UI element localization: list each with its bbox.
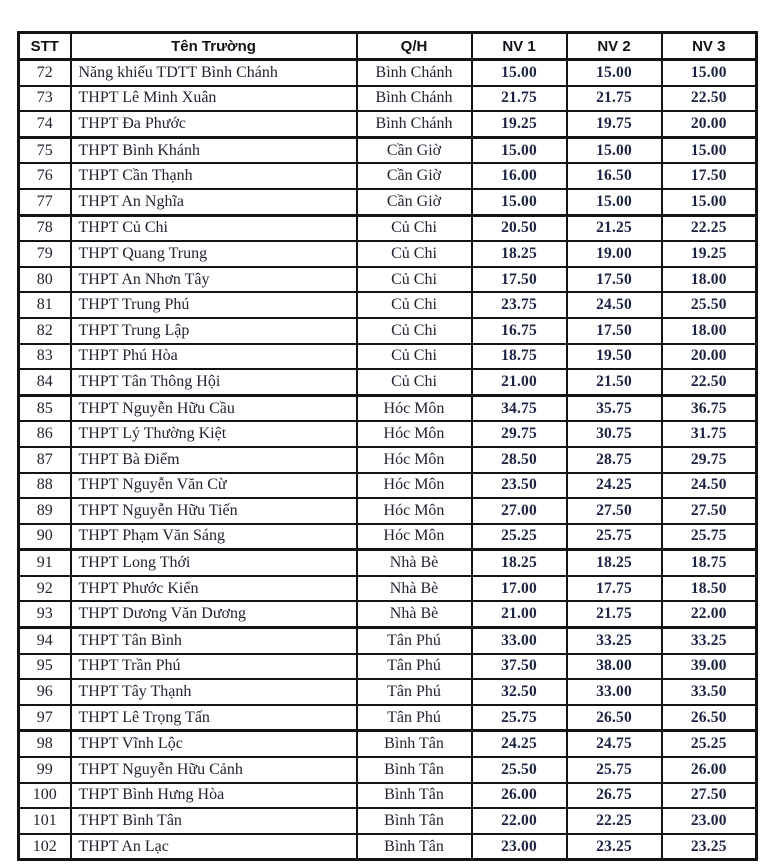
cell-school-name: THPT An Nhơn Tây — [71, 267, 357, 293]
table-row — [19, 163, 757, 189]
cell-school-name: THPT Tây Thạnh — [71, 679, 357, 705]
cell-score-nv2: 28.75 — [567, 447, 662, 473]
cell-score-nv3: 20.00 — [662, 111, 757, 137]
table-row — [19, 447, 757, 473]
cell-stt: 94 — [19, 628, 71, 654]
table-row — [19, 137, 757, 163]
cell-district: Hóc Môn — [357, 421, 472, 447]
cell-school-name: THPT Củ Chi — [71, 215, 357, 241]
cell-stt: 77 — [19, 189, 71, 215]
cell-stt: 73 — [19, 86, 71, 112]
cell-district: Tân Phú — [357, 705, 472, 731]
cell-stt: 76 — [19, 163, 71, 189]
cell-school-name: THPT Bà Điểm — [71, 447, 357, 473]
cell-school-name: THPT Trần Phú — [71, 654, 357, 680]
cell-score-nv3: 31.75 — [662, 421, 757, 447]
cell-district: Bình Tân — [357, 757, 472, 783]
cell-stt: 81 — [19, 292, 71, 318]
table-row — [19, 524, 757, 550]
cell-score-nv3: 15.00 — [662, 60, 757, 86]
cell-score-nv2: 23.25 — [567, 834, 662, 860]
table-row — [19, 241, 757, 267]
cell-score-nv2: 15.00 — [567, 189, 662, 215]
cell-stt: 95 — [19, 654, 71, 680]
cell-school-name: THPT Phước Kiển — [71, 576, 357, 602]
cell-score-nv2: 19.50 — [567, 344, 662, 370]
cell-score-nv2: 18.25 — [567, 550, 662, 576]
cell-school-name: THPT Quang Trung — [71, 241, 357, 267]
col-header-nv2: NV 2 — [567, 33, 662, 60]
cell-school-name: THPT Trung Phú — [71, 292, 357, 318]
cell-stt: 74 — [19, 111, 71, 137]
cell-score-nv2: 16.50 — [567, 163, 662, 189]
cell-score-nv2: 22.25 — [567, 808, 662, 834]
cell-stt: 91 — [19, 550, 71, 576]
cell-district: Củ Chi — [357, 215, 472, 241]
cell-school-name: THPT Vĩnh Lộc — [71, 731, 357, 757]
cell-school-name: THPT Lý Thường Kiệt — [71, 421, 357, 447]
cell-stt: 100 — [19, 783, 71, 809]
col-header-nv1: NV 1 — [472, 33, 567, 60]
cell-school-name: THPT Lê Minh Xuân — [71, 86, 357, 112]
cell-score-nv3: 20.00 — [662, 344, 757, 370]
cell-score-nv2: 38.00 — [567, 654, 662, 680]
cell-district: Bình Tân — [357, 731, 472, 757]
cell-district: Bình Tân — [357, 808, 472, 834]
cell-stt: 98 — [19, 731, 71, 757]
cell-score-nv1: 23.00 — [472, 834, 567, 860]
cell-school-name: THPT Cần Thạnh — [71, 163, 357, 189]
cell-district: Hóc Môn — [357, 473, 472, 499]
cell-stt: 86 — [19, 421, 71, 447]
cell-district: Nhà Bè — [357, 576, 472, 602]
cell-score-nv1: 26.00 — [472, 783, 567, 809]
cell-score-nv3: 26.00 — [662, 757, 757, 783]
table-row — [19, 473, 757, 499]
cell-stt: 85 — [19, 395, 71, 421]
cell-district: Củ Chi — [357, 241, 472, 267]
table-row — [19, 60, 757, 86]
cell-score-nv1: 21.00 — [472, 369, 567, 395]
cell-stt: 93 — [19, 601, 71, 627]
cell-school-name: THPT Nguyễn Hữu Cảnh — [71, 757, 357, 783]
cell-stt: 92 — [19, 576, 71, 602]
cell-score-nv2: 24.75 — [567, 731, 662, 757]
cell-district: Tân Phú — [357, 679, 472, 705]
cell-score-nv3: 29.75 — [662, 447, 757, 473]
cell-score-nv2: 17.50 — [567, 318, 662, 344]
cell-score-nv1: 17.00 — [472, 576, 567, 602]
cell-district: Cần Giờ — [357, 189, 472, 215]
cell-score-nv3: 27.50 — [662, 498, 757, 524]
cell-school-name: Năng khiếu TDTT Bình Chánh — [71, 60, 357, 86]
table-row — [19, 550, 757, 576]
cell-score-nv3: 39.00 — [662, 654, 757, 680]
cell-district: Nhà Bè — [357, 601, 472, 627]
cell-score-nv3: 22.25 — [662, 215, 757, 241]
table-row — [19, 808, 757, 834]
table-row — [19, 215, 757, 241]
table-row — [19, 654, 757, 680]
col-header-stt: STT — [19, 33, 71, 60]
cell-score-nv1: 18.75 — [472, 344, 567, 370]
cell-score-nv2: 26.75 — [567, 783, 662, 809]
cell-school-name: THPT Bình Tân — [71, 808, 357, 834]
cell-score-nv1: 28.50 — [472, 447, 567, 473]
table-row — [19, 679, 757, 705]
col-header-district: Q/H — [357, 33, 472, 60]
cell-district: Bình Chánh — [357, 60, 472, 86]
table-row — [19, 111, 757, 137]
cell-score-nv3: 26.50 — [662, 705, 757, 731]
cell-stt: 90 — [19, 524, 71, 550]
cell-district: Tân Phú — [357, 654, 472, 680]
cell-score-nv1: 20.50 — [472, 215, 567, 241]
cell-stt: 80 — [19, 267, 71, 293]
cell-school-name: THPT Long Thới — [71, 550, 357, 576]
table-row — [19, 757, 757, 783]
cell-score-nv2: 27.50 — [567, 498, 662, 524]
cell-score-nv2: 24.25 — [567, 473, 662, 499]
cell-score-nv3: 27.50 — [662, 783, 757, 809]
cell-score-nv1: 17.50 — [472, 267, 567, 293]
cell-school-name: THPT Tân Thông Hội — [71, 369, 357, 395]
cell-district: Hóc Môn — [357, 524, 472, 550]
table-row — [19, 86, 757, 112]
cell-district: Củ Chi — [357, 369, 472, 395]
cell-score-nv2: 33.00 — [567, 679, 662, 705]
cell-district: Nhà Bè — [357, 550, 472, 576]
table-row — [19, 498, 757, 524]
table-row — [19, 731, 757, 757]
cell-score-nv3: 18.75 — [662, 550, 757, 576]
cell-stt: 88 — [19, 473, 71, 499]
col-header-nv3: NV 3 — [662, 33, 757, 60]
table-row — [19, 576, 757, 602]
cell-district: Củ Chi — [357, 344, 472, 370]
cell-score-nv1: 21.75 — [472, 86, 567, 112]
cell-score-nv3: 36.75 — [662, 395, 757, 421]
cell-school-name: THPT Phạm Văn Sáng — [71, 524, 357, 550]
cell-score-nv1: 29.75 — [472, 421, 567, 447]
cell-score-nv1: 23.75 — [472, 292, 567, 318]
cell-score-nv3: 23.25 — [662, 834, 757, 860]
cell-score-nv2: 19.00 — [567, 241, 662, 267]
cell-district: Cần Giờ — [357, 137, 472, 163]
cell-score-nv2: 17.50 — [567, 267, 662, 293]
cell-district: Củ Chi — [357, 267, 472, 293]
header-row — [19, 33, 757, 60]
cell-score-nv3: 15.00 — [662, 137, 757, 163]
cell-score-nv1: 25.50 — [472, 757, 567, 783]
cell-stt: 84 — [19, 369, 71, 395]
cell-school-name: THPT Bình Khánh — [71, 137, 357, 163]
table-row — [19, 628, 757, 654]
cell-stt: 87 — [19, 447, 71, 473]
cell-school-name: THPT Trung Lập — [71, 318, 357, 344]
cell-score-nv1: 15.00 — [472, 137, 567, 163]
cell-school-name: THPT Dương Văn Dương — [71, 601, 357, 627]
cell-school-name: THPT Đa Phước — [71, 111, 357, 137]
cell-score-nv1: 16.00 — [472, 163, 567, 189]
table-row — [19, 189, 757, 215]
cell-school-name: THPT An Nghĩa — [71, 189, 357, 215]
cell-district: Hóc Môn — [357, 395, 472, 421]
cell-score-nv1: 15.00 — [472, 60, 567, 86]
col-header-school-name: Tên Trường — [71, 33, 357, 60]
cell-score-nv1: 19.25 — [472, 111, 567, 137]
cell-score-nv1: 33.00 — [472, 628, 567, 654]
cell-score-nv2: 25.75 — [567, 757, 662, 783]
cell-score-nv1: 23.50 — [472, 473, 567, 499]
table-row — [19, 318, 757, 344]
cell-score-nv1: 32.50 — [472, 679, 567, 705]
cell-score-nv3: 22.00 — [662, 601, 757, 627]
cell-score-nv3: 22.50 — [662, 369, 757, 395]
cell-stt: 83 — [19, 344, 71, 370]
cell-score-nv3: 25.50 — [662, 292, 757, 318]
cell-school-name: THPT Tân Bình — [71, 628, 357, 654]
cell-school-name: THPT Phú Hòa — [71, 344, 357, 370]
cell-score-nv1: 25.25 — [472, 524, 567, 550]
cell-score-nv1: 15.00 — [472, 189, 567, 215]
cell-score-nv1: 34.75 — [472, 395, 567, 421]
cell-score-nv2: 19.75 — [567, 111, 662, 137]
table-row — [19, 783, 757, 809]
table-row — [19, 834, 757, 860]
cell-score-nv1: 18.25 — [472, 550, 567, 576]
cell-score-nv2: 33.25 — [567, 628, 662, 654]
cell-score-nv1: 18.25 — [472, 241, 567, 267]
cell-school-name: THPT An Lạc — [71, 834, 357, 860]
cell-school-name: THPT Nguyễn Văn Cừ — [71, 473, 357, 499]
cell-score-nv2: 15.00 — [567, 137, 662, 163]
cell-score-nv2: 26.50 — [567, 705, 662, 731]
cell-score-nv1: 25.75 — [472, 705, 567, 731]
cell-score-nv3: 33.50 — [662, 679, 757, 705]
cell-score-nv2: 21.25 — [567, 215, 662, 241]
cell-score-nv2: 21.75 — [567, 601, 662, 627]
cell-score-nv1: 22.00 — [472, 808, 567, 834]
cell-score-nv1: 37.50 — [472, 654, 567, 680]
cell-district: Hóc Môn — [357, 447, 472, 473]
cell-stt: 79 — [19, 241, 71, 267]
cell-district: Bình Tân — [357, 783, 472, 809]
cell-score-nv2: 17.75 — [567, 576, 662, 602]
cell-score-nv3: 15.00 — [662, 189, 757, 215]
cell-district: Củ Chi — [357, 318, 472, 344]
cell-score-nv1: 16.75 — [472, 318, 567, 344]
cell-stt: 89 — [19, 498, 71, 524]
cell-school-name: THPT Lê Trọng Tấn — [71, 705, 357, 731]
table-body — [19, 60, 757, 860]
cell-school-name: THPT Bình Hưng Hòa — [71, 783, 357, 809]
cell-score-nv1: 21.00 — [472, 601, 567, 627]
cell-stt: 82 — [19, 318, 71, 344]
cell-score-nv2: 21.50 — [567, 369, 662, 395]
cell-score-nv3: 25.25 — [662, 731, 757, 757]
cell-district: Bình Chánh — [357, 111, 472, 137]
cell-district: Hóc Môn — [357, 498, 472, 524]
cell-stt: 102 — [19, 834, 71, 860]
cell-score-nv3: 24.50 — [662, 473, 757, 499]
cell-school-name: THPT Nguyễn Hữu Tiến — [71, 498, 357, 524]
table-row — [19, 601, 757, 627]
cell-score-nv2: 24.50 — [567, 292, 662, 318]
cell-score-nv2: 25.75 — [567, 524, 662, 550]
cell-stt: 72 — [19, 60, 71, 86]
cell-score-nv3: 18.00 — [662, 267, 757, 293]
cell-score-nv3: 22.50 — [662, 86, 757, 112]
cell-stt: 99 — [19, 757, 71, 783]
cell-stt: 97 — [19, 705, 71, 731]
cell-stt: 96 — [19, 679, 71, 705]
cell-score-nv1: 24.25 — [472, 731, 567, 757]
cell-stt: 101 — [19, 808, 71, 834]
table-row — [19, 421, 757, 447]
cell-score-nv2: 35.75 — [567, 395, 662, 421]
cell-score-nv1: 27.00 — [472, 498, 567, 524]
table-row — [19, 292, 757, 318]
cell-district: Bình Chánh — [357, 86, 472, 112]
cell-district: Cần Giờ — [357, 163, 472, 189]
table-row — [19, 395, 757, 421]
cell-district: Tân Phú — [357, 628, 472, 654]
cell-score-nv3: 19.25 — [662, 241, 757, 267]
table-row — [19, 344, 757, 370]
table-row — [19, 267, 757, 293]
cell-stt: 78 — [19, 215, 71, 241]
admission-scores-table — [17, 31, 758, 861]
cell-district: Củ Chi — [357, 292, 472, 318]
cell-score-nv2: 21.75 — [567, 86, 662, 112]
cell-district: Bình Tân — [357, 834, 472, 860]
cell-stt: 75 — [19, 137, 71, 163]
cell-score-nv2: 15.00 — [567, 60, 662, 86]
table-row — [19, 705, 757, 731]
cell-score-nv3: 23.00 — [662, 808, 757, 834]
cell-score-nv3: 18.00 — [662, 318, 757, 344]
cell-score-nv3: 18.50 — [662, 576, 757, 602]
table-row — [19, 369, 757, 395]
cell-score-nv3: 25.75 — [662, 524, 757, 550]
cell-score-nv3: 33.25 — [662, 628, 757, 654]
cell-score-nv2: 30.75 — [567, 421, 662, 447]
cell-school-name: THPT Nguyễn Hữu Cầu — [71, 395, 357, 421]
cell-score-nv3: 17.50 — [662, 163, 757, 189]
